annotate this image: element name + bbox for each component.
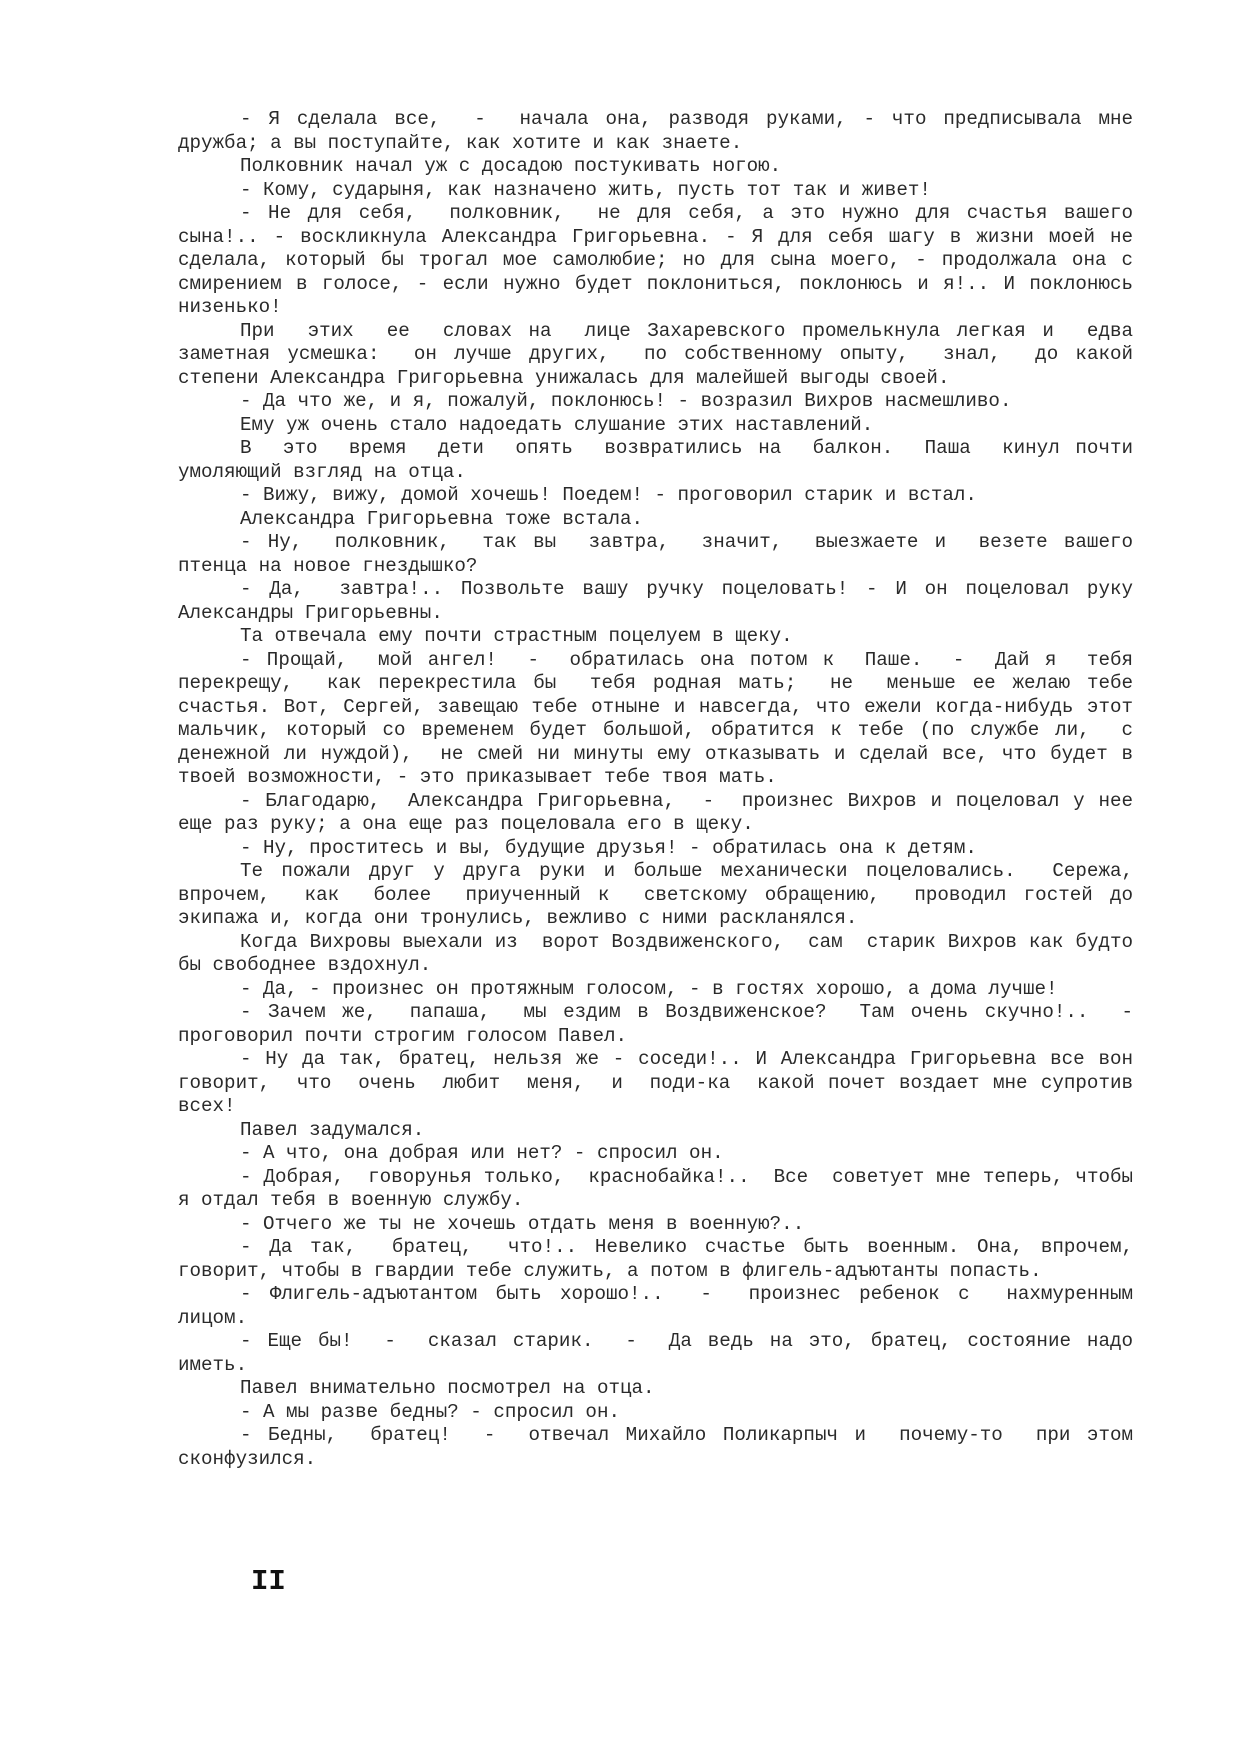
paragraph: - Я сделала все, - начала она, разводя руками, - что предписывала мне дружба; а вы поступайте, как хотите и как знаете. [178,108,1145,154]
paragraph: - Добрая, говорунья только, краснобайка!.. Все советует мне теперь, чтобы я отдал тебя в военную службу. [178,1165,1145,1211]
paragraph: - Да так, братец, что!.. Невелико счастье быть военным. Она, впрочем, говорит, чтобы в гвардии тебе служить, а потом в флигель-адъютанты попасть. [178,1236,1145,1282]
paragraph: - Еще бы! - сказал старик. - Да ведь на это, братец, состояние надо иметь. [178,1330,1145,1376]
paragraph: - Да, - произнес он протяжным голосом, - в гостях хорошо, а дома лучше! [240,977,1058,1000]
paragraph: Александра Григорьевна тоже встала. [240,507,644,530]
paragraph: При этих ее словах на лице Захаревского промелькнула легкая и едва заметная усмешка: он лучше других, по собственному опыту, знал, до какой степени Александра Григорьевна унижалась для малейшей выгоды своей. [178,319,1145,389]
paragraph: Павел задумался. [240,1118,425,1141]
paragraph: - А мы разве бедны? - спросил он. [240,1400,620,1423]
paragraph: - Кому, сударыня, как назначено жить, пусть тот так и живет! [240,178,931,201]
paragraph: Павел внимательно посмотрел на отца. [240,1377,655,1399]
chapter-heading: II [251,1565,286,1598]
paragraph: - Да что же, и я, пожалуй, поклонюсь! - возразил Вихров насмешливо. [240,390,1012,412]
paragraph: Полковник начал уж с досадою постукивать ногою. [240,155,782,177]
paragraph: - Вижу, вижу, домой хочешь! Поедем! - проговорил старик и встал. [240,484,977,506]
paragraph: - Зачем же, папаша, мы ездим в Воздвиженское? Там очень скучно!.. - проговорил почти строгим голосом Павел. [178,1001,1145,1047]
paragraph: - Бедны, братец! - отвечал Михайло Поликарпыч и почему-то при этом сконфузился. [178,1424,1145,1470]
paragraph: - Флигель-адъютантом быть хорошо!.. - произнес ребенок с нахмуренным лицом. [178,1283,1145,1329]
paragraph: В это время дети опять возвратились на балкон. Паша кинул почти умоляющий взгляд на отца. [178,437,1145,483]
paragraph: - Да, завтра!.. Позвольте вашу ручку поцеловать! - И он поцеловал руку Александры Григорьевны. [178,578,1145,624]
paragraph: Те пожали друг у друга руки и больше механически поцеловались. Сережа, впрочем, как более приученный к светскому обращению, проводил гостей до экипажа и, когда они тронулись, вежливо с ними раскланялся. [178,860,1145,929]
paragraph: - Отчего же ты не хочешь отдать меня в военную?.. [240,1212,805,1235]
paragraph: - Прощай, мой ангел! - обратилась она потом к Паше. - Дай я тебя перекрещу, как перекрестила бы тебя родная мать; не меньше ее желаю тебе счастья. Вот, Сергей, завещаю тебе отныне и навсегда, что ежели когда-нибудь этот мальчик, который со временем будет большой, обратится к тебе (по службе ли, с денежной ли нуждой), не смей ни минуты ему отказывать и сделай все, что будет в твоей возможности, - это приказывает тебе твоя мать. [178,648,1157,788]
document-body [178,108,1157,1471]
paragraph: Когда Вихровы выехали из ворот Воздвиженского, сам старик Вихров как будто бы свободнее вздохнул. [178,930,1145,976]
paragraph: - Ну да так, братец, нельзя же - соседи!.. И Александра Григорьевна все вон говорит, что очень любит меня, и поди-ка какой почет воздает мне супротив всех! [178,1048,1157,1117]
paragraph: - Ну, проститесь и вы, будущие друзья! - обратилась она к детям. [240,836,977,859]
paragraph: - А что, она добрая или нет? - спросил он. [240,1142,724,1164]
paragraph: - Ну, полковник, так вы завтра, значит, выезжаете и везете вашего птенца на новое гнездышко? [178,531,1145,577]
paragraph: - Благодарю, Александра Григорьевна, - произнес Вихров и поцеловал у нее еще раз руку; а она еще раз поцеловала его в щеку. [178,789,1145,835]
paragraph: - Не для себя, полковник, не для себя, а это нужно для счастья вашего сына!.. - воскликнула Александра Григорьевна. - Я для себя шагу в жизни моей не сделала, который бы трогал мое самолюбие; но для сына моего, - продолжала она с смирением в голосе, - если нужно будет поклониться, поклонюсь и я!.. И поклонюсь низенько! [178,202,1145,318]
paragraph: Та отвечала ему почти страстным поцелуем в щеку. [240,625,793,647]
paragraph: Ему уж очень стало надоедать слушание этих наставлений. [240,413,874,436]
